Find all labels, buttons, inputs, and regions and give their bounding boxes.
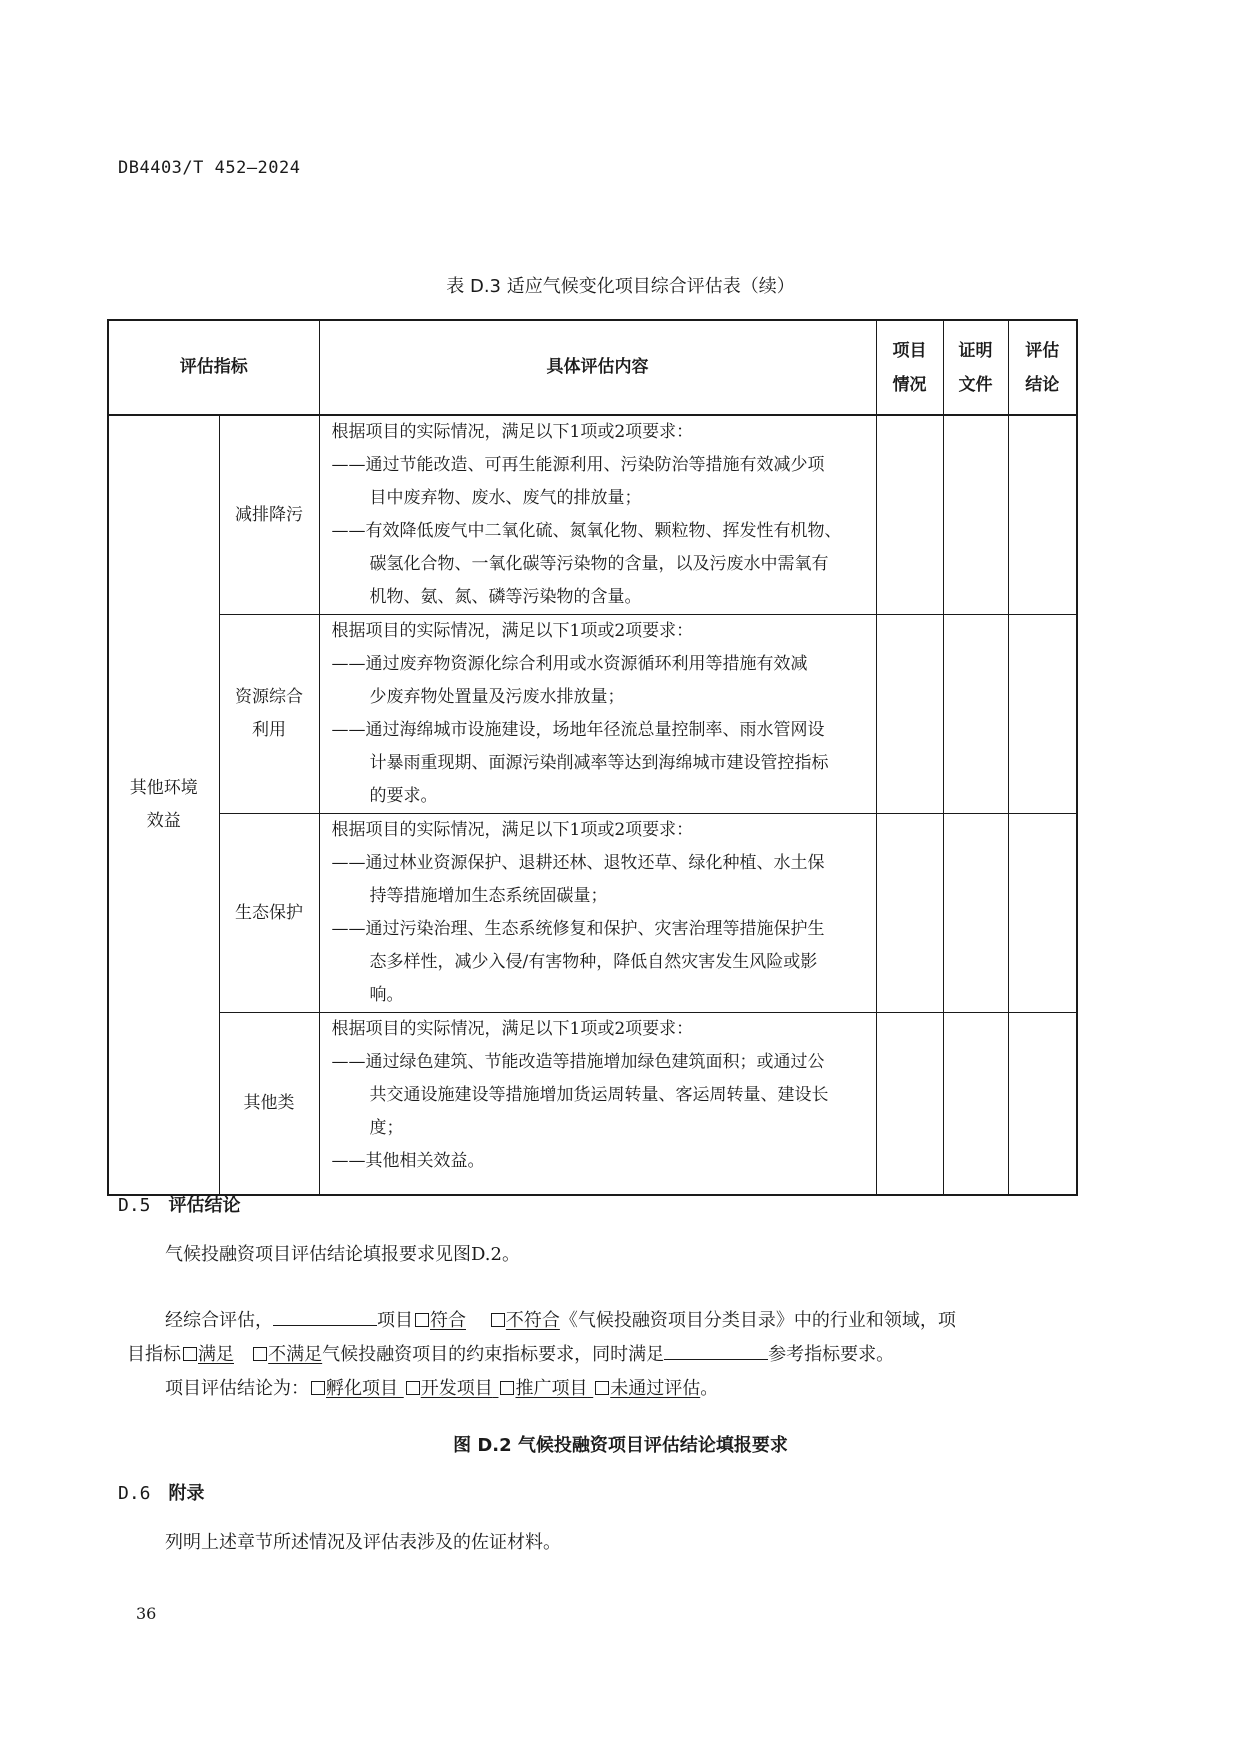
- header-project-status-line: 项目: [892, 340, 927, 361]
- form-text: 项目评估结论为：: [165, 1378, 309, 1399]
- header-proof-docs-line: 文件: [958, 374, 993, 395]
- checkbox-icon[interactable]: [595, 1381, 609, 1395]
- project-status-cell[interactable]: [876, 415, 943, 615]
- section-d6-heading: [118, 1479, 205, 1505]
- conclusion-cell[interactable]: [1008, 814, 1077, 1013]
- evaluation-table: [107, 319, 1078, 1196]
- content-line: 根据项目的实际情况，满足以下1项或2项要求：: [331, 820, 694, 840]
- category-label-line: 其他环境: [129, 777, 198, 798]
- section-d5-title: 评估结论: [168, 1195, 241, 1216]
- content-cell: [319, 415, 876, 615]
- category-label-line: 效益: [146, 810, 181, 831]
- sub-indicator-label: 利用: [252, 720, 286, 740]
- content-line: 少废弃物处置量及污废水排放量；: [369, 687, 625, 707]
- category-cell: [108, 415, 219, 1195]
- checkbox-icon[interactable]: [406, 1381, 420, 1395]
- sub-indicator-label: 资源综合: [235, 687, 303, 707]
- header-project-status-line: 情况: [892, 374, 927, 395]
- content-line: ——其他相关效益。: [331, 1151, 485, 1171]
- table-row: [108, 615, 1077, 814]
- content-line: 共交通设施建设等措施增加货运周转量、客运周转量、建设长: [369, 1085, 829, 1105]
- develop-label[interactable]: 开发项目: [420, 1378, 493, 1399]
- section-d6-title: 附录: [168, 1483, 205, 1504]
- sub-indicator-cell: [219, 415, 319, 615]
- content-line: ——通过绿色建筑、节能改造等措施增加绿色建筑面积；或通过公: [331, 1052, 825, 1072]
- sub-indicator-cell: [219, 615, 319, 814]
- content-line: ——通过节能改造、可再生能源利用、污染防治等措施有效减少项: [331, 455, 825, 475]
- header-indicator: 评估指标: [108, 320, 319, 415]
- conclusion-form-line: [165, 1306, 956, 1332]
- checkbox-icon[interactable]: [491, 1313, 505, 1327]
- conclusion-cell[interactable]: [1008, 415, 1077, 615]
- conclusion-form-line: [165, 1374, 718, 1400]
- content-line: 计暴雨重现期、面源污染削减率等达到海绵城市建设管控指标: [369, 753, 829, 773]
- content-line: ——通过林业资源保护、退耕还林、退牧还草、绿化种植、水土保: [331, 853, 825, 873]
- content-line: ——通过污染治理、生态系统修复和保护、灾害治理等措施保护生: [331, 919, 825, 939]
- table-row: [108, 1013, 1077, 1195]
- proof-docs-cell[interactable]: [943, 814, 1008, 1013]
- figure-caption: 图 D.2 气候投融资项目评估结论填报要求: [453, 1435, 788, 1456]
- content-line: 根据项目的实际情况，满足以下1项或2项要求：: [331, 621, 694, 641]
- result-options: [309, 1378, 700, 1399]
- form-text: 参考指标要求。: [768, 1344, 895, 1365]
- project-status-cell[interactable]: [876, 1013, 943, 1195]
- table-title: 表 D.3 适应气候变化项目综合评估表（续）: [446, 276, 795, 297]
- header-proof-docs-line: 证明: [958, 340, 993, 361]
- content-cell: [319, 615, 876, 814]
- sub-indicator-cell: [219, 1013, 319, 1195]
- sub-indicator-cell: [219, 814, 319, 1013]
- promote-label[interactable]: 推广项目: [515, 1378, 588, 1399]
- reference-indicator-blank[interactable]: [664, 1341, 768, 1360]
- content-line: 根据项目的实际情况，满足以下1项或2项要求：: [331, 422, 694, 442]
- incubate-label[interactable]: 孵化项目: [326, 1378, 398, 1399]
- project-status-cell[interactable]: [876, 814, 943, 1013]
- section-d5-number: D.5: [118, 1195, 151, 1216]
- proof-docs-cell[interactable]: [943, 415, 1008, 615]
- checkbox-icon[interactable]: [253, 1347, 267, 1361]
- meet-option[interactable]: [181, 1344, 234, 1365]
- checkbox-icon[interactable]: [183, 1347, 197, 1361]
- section-d6-paragraph: 列明上述章节所述情况及评估表涉及的佐证材料。: [165, 1532, 561, 1553]
- fail-label[interactable]: 未通过评估: [610, 1378, 701, 1399]
- conform-label: 符合: [430, 1310, 466, 1331]
- content-cell: [319, 1013, 876, 1195]
- form-text: 经综合评估，: [165, 1310, 273, 1331]
- content-line: ——有效降低废气中二氧化硫、氮氧化物、颗粒物、挥发性有机物、: [331, 521, 842, 541]
- section-d5-heading: [118, 1191, 241, 1217]
- nonconform-label: 不符合: [505, 1310, 560, 1331]
- content-line: 度；: [369, 1118, 404, 1138]
- conclusion-form-line: [127, 1340, 894, 1366]
- notmeet-label: 不满足: [268, 1344, 323, 1365]
- nonconform-option[interactable]: [489, 1310, 560, 1331]
- form-text: 目指标: [127, 1344, 181, 1365]
- content-line: 碳氢化合物、一氧化碳等污染物的含量，以及污废水中需氧有: [369, 554, 829, 574]
- table-row: [108, 415, 1077, 615]
- content-line: 机物、氨、氮、磷等污染物的含量。: [369, 587, 642, 607]
- checkbox-icon[interactable]: [500, 1381, 514, 1395]
- form-text: 。: [700, 1378, 719, 1399]
- conclusion-cell[interactable]: [1008, 1013, 1077, 1195]
- form-text: 项目: [377, 1310, 413, 1331]
- header-conclusion: [1008, 320, 1077, 415]
- content-line: 响。: [369, 985, 404, 1005]
- project-name-blank[interactable]: [273, 1307, 377, 1326]
- form-text: 气候投融资项目的约束指标要求，同时满足: [322, 1344, 665, 1365]
- content-line: 的要求。: [369, 786, 438, 806]
- header-proof-docs: [943, 320, 1008, 415]
- conform-option[interactable]: [413, 1310, 466, 1331]
- content-line: ——通过废弃物资源化综合利用或水资源循环利用等措施有效减: [331, 654, 808, 674]
- header-content: 具体评估内容: [319, 320, 876, 415]
- sub-indicator-label: 其他类: [243, 1092, 295, 1113]
- form-text: 《气候投融资项目分类目录》中的行业和领域，项: [559, 1310, 956, 1331]
- content-line: 根据项目的实际情况，满足以下1项或2项要求：: [331, 1019, 694, 1039]
- sub-indicator-label: 生态保护: [235, 902, 303, 923]
- table-body: [108, 415, 1077, 1195]
- proof-docs-cell[interactable]: [943, 615, 1008, 814]
- header-conclusion-line: 评估: [1025, 340, 1060, 361]
- content-line: 目中废弃物、废水、废气的排放量；: [369, 488, 642, 508]
- content-line: 态多样性，减少入侵/有害物种，降低自然灾害发生风险或影: [369, 952, 818, 972]
- content-line: ——通过海绵城市设施建设，场地年径流总量控制率、雨水管网设: [331, 720, 825, 740]
- header-conclusion-line: 结论: [1025, 374, 1060, 395]
- page-number: 36: [136, 1604, 157, 1623]
- proof-docs-cell[interactable]: [943, 1013, 1008, 1195]
- project-status-cell[interactable]: [876, 615, 943, 814]
- table-header-row: [108, 320, 1077, 415]
- meet-label: 满足: [198, 1344, 234, 1365]
- sub-indicator-label: 减排降污: [235, 504, 303, 525]
- section-d5-paragraph: 气候投融资项目评估结论填报要求见图D.2。: [165, 1244, 520, 1265]
- notmeet-option[interactable]: [251, 1344, 322, 1365]
- content-line: 持等措施增加生态系统固碳量；: [369, 886, 608, 906]
- header-project-status: [876, 320, 943, 415]
- checkbox-icon[interactable]: [415, 1313, 429, 1327]
- document-code: DB4403/T 452—2024: [118, 158, 301, 178]
- section-d6-number: D.6: [118, 1483, 151, 1504]
- checkbox-icon[interactable]: [311, 1381, 325, 1395]
- table-row: [108, 814, 1077, 1013]
- conclusion-cell[interactable]: [1008, 615, 1077, 814]
- content-cell: [319, 814, 876, 1013]
